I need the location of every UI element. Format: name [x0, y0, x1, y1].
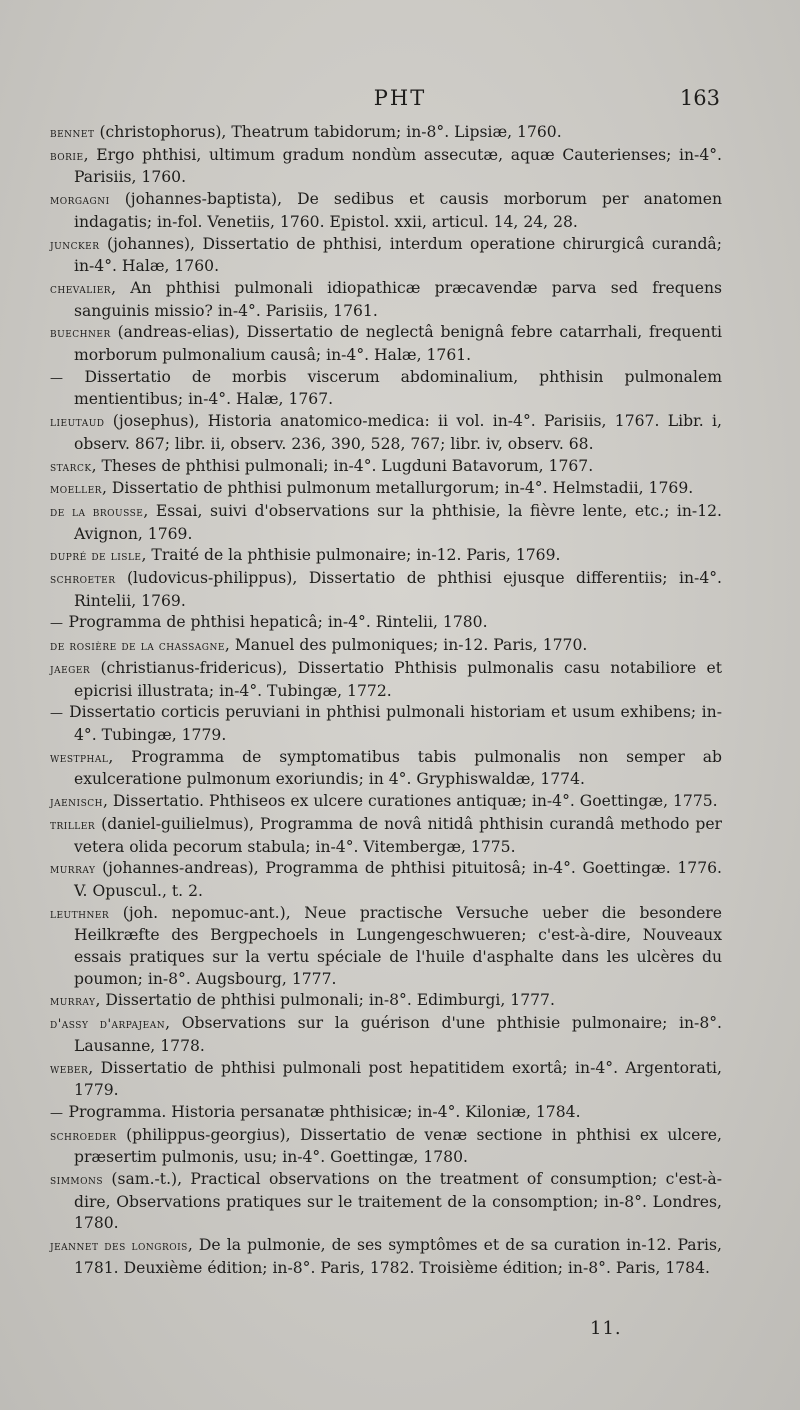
- entry-author: murray: [50, 862, 96, 878]
- bibliography-entry: [50, 322, 722, 366]
- bibliography-entry: [50, 791, 722, 814]
- entry-author: —: [50, 706, 64, 722]
- entry-author: dupré de lisle: [50, 549, 142, 565]
- bibliography-entry: [50, 1125, 722, 1169]
- entry-text: , Traité de la phthisie pulmonaire; in-12. Paris, 1769.: [141, 546, 561, 565]
- entry-text: Programma. Historia persanatæ phthisicæ; in-4°. Kiloniæ, 1784.: [63, 1102, 581, 1121]
- entry-author: weber: [50, 1061, 89, 1077]
- entry-author: —: [50, 1105, 64, 1121]
- page-header: [0, 86, 800, 116]
- running-head: PHT: [373, 86, 427, 110]
- signature-mark: 11.: [590, 1318, 622, 1339]
- entry-author: chevalier: [50, 281, 112, 297]
- entry-text: Programma de phthisi hepaticâ; in-4°. Rintelii, 1780.: [63, 613, 488, 632]
- bibliography-entry: [50, 1013, 722, 1057]
- entry-text: (johannes-baptista), De sedibus et causis morborum per anatomen indagatis; in-fol. Venetiis, 1760. Epistol. xxii, articul. 14, 24, 28.: [74, 190, 722, 231]
- entry-text: , An phthisi pulmonali idiopathicæ præcavendæ parva sed frequens sanguinis missio? in-4°. Parisiis, 1761.: [74, 278, 722, 320]
- entry-text: , Observations sur la guérison d'une phthisie pulmonaire; in-8°. Lausanne, 1778.: [74, 1014, 722, 1055]
- bibliography-entry: [50, 1102, 722, 1125]
- entry-author: bennet: [50, 126, 95, 141]
- entry-text: , Dissertatio. Phthiseos ex ulcere curationes antiquæ; in-4°. Goettingæ, 1775.: [103, 792, 718, 811]
- bibliography-entry: [50, 858, 722, 902]
- entry-author: jaenisch: [50, 795, 104, 811]
- entry-author: —: [50, 370, 64, 386]
- entry-text: , Programma de symptomatibus tabis pulmonalis non semper ab exulceratione pulmonum exoriundis; in 4°. Gryphiswaldæ, 1774.: [74, 747, 722, 789]
- entry-author: d'assy d'arpajean: [50, 1017, 166, 1033]
- bibliography-entry: [50, 234, 722, 278]
- bibliography-entry: [50, 612, 722, 635]
- bibliography-entry: [50, 478, 722, 501]
- entry-author: leuthner: [50, 906, 110, 922]
- entry-text: , Dissertatio de phthisi pulmonali post hepatitidem exortâ; in-4°. Argentorati, 1779.: [74, 1058, 722, 1100]
- entry-text: Dissertatio corticis peruviani in phthisi pulmonali historiam et usum exhibens; in-4°. Tubingæ, 1779.: [63, 703, 722, 744]
- entry-author: simmons: [50, 1173, 104, 1189]
- entry-text: , Dissertatio de phthisi pulmonali; in-8°. Edimburgi, 1777.: [95, 991, 555, 1010]
- entry-author: de la brousse: [50, 504, 144, 520]
- entry-text: (daniel-guilielmus), Programma de novâ nitidâ phthisin curandâ methodo per vetera olida pecorum stabula; in-4°. Vitembergæ, 1775.: [74, 814, 722, 856]
- entry-text: , De la pulmonie, de ses symptômes et de sa curation in-12. Paris, 1781. Deuxième édition; in-8°. Paris, 1782. Troisième édition; in-8°. Paris, 1784.: [74, 1236, 723, 1277]
- bibliography-entry: [50, 545, 722, 568]
- entry-author: murray: [50, 994, 96, 1010]
- entry-author: westphal: [50, 750, 109, 766]
- entry-text: , Dissertatio de phthisi pulmonum metallurgorum; in-4°. Helmstadii, 1769.: [101, 479, 694, 498]
- entry-author: juncker: [50, 237, 100, 253]
- bibliography-entry: [50, 501, 722, 545]
- bibliography-entry: [50, 411, 722, 455]
- bibliography-entry: [50, 278, 722, 322]
- entry-text: (philippus-georgius), Dissertatio de venæ sectione in phthisi ex ulcere, præsertim pulmonis, usu; in-4°. Goettingæ, 1780.: [74, 1125, 722, 1167]
- bibliography-entry: [50, 747, 722, 791]
- entry-text: (josephus), Historia anatomico-medica: ii vol. in-4°. Parisiis, 1767. Libr. i, observ. 867; libr. ii, observ. 236, 390, 528, 767; libr. iv, observ. 68.: [74, 412, 722, 453]
- bibliography-entry: [50, 145, 722, 189]
- entry-author: triller: [50, 817, 96, 833]
- bibliography-list: [50, 122, 722, 1280]
- entry-author: jaeger: [50, 661, 91, 677]
- entry-author: moeller: [50, 482, 102, 498]
- entry-author: schroeder: [50, 1128, 117, 1144]
- entry-text: (johannes-andreas), Programma de phthisi pituitosâ; in-4°. Goettingæ. 1776. V. Opuscul., t. 2.: [74, 859, 722, 900]
- entry-text: (christophorus), Theatrum tabidorum; in-8°. Lipsiæ, 1760.: [94, 123, 562, 141]
- entry-text: , Theses de phthisi pulmonali; in-4°. Lugduni Batavorum, 1767.: [91, 456, 594, 475]
- bibliography-entry: [50, 658, 722, 702]
- entry-text: (johannes), Dissertatio de phthisi, interdum operatione chirurgicâ curandâ; in-4°. Halæ, 1760.: [74, 234, 722, 276]
- bibliography-entry: [50, 367, 722, 411]
- entry-text: (christianus-fridericus), Dissertatio Phthisis pulmonalis casu notabiliore et epicrisi illustrata; in-4°. Tubingæ, 1772.: [74, 658, 722, 700]
- entry-text: Dissertatio de morbis viscerum abdominalium, phthisin pulmonalem mentientibus; in-4°. Halæ, 1767.: [63, 367, 722, 409]
- entry-text: , Ergo phthisi, ultimum gradum nondùm assecutæ, aquæ Cauterienses; in-4°. Parisiis, 1760.: [74, 145, 722, 187]
- bibliography-entry: [50, 1169, 722, 1235]
- entry-author: de rosière de la chassagne: [50, 639, 225, 655]
- entry-author: buechner: [50, 326, 111, 342]
- entry-author: —: [50, 616, 64, 632]
- entry-author: borie: [50, 148, 84, 164]
- bibliography-entry: [50, 702, 722, 746]
- entry-author: starck: [50, 459, 92, 475]
- bibliography-entry: [50, 189, 722, 233]
- entry-text: (joh. nepomuc-ant.), Neue practische Versuche ueber die besondere Heilkræfte des Bergpechoels in Lungengeschwueren; c'est-à-dire, Nouveaux essais pratiques sur la vertu spéciale de l'huile d'asphalte dans les ulcères du poumon; in-8°. Augsbourg, 1777.: [74, 903, 722, 988]
- bibliography-entry: [50, 903, 722, 991]
- entry-author: jeannet des longrois: [50, 1239, 188, 1255]
- page-number: 163: [679, 86, 720, 110]
- bibliography-entry: [50, 1235, 722, 1279]
- bibliography-entry: [50, 990, 722, 1013]
- bibliography-entry: [50, 568, 722, 612]
- entry-author: lieutaud: [50, 415, 105, 431]
- bibliography-entry: [50, 1058, 722, 1102]
- bibliography-entry: [50, 122, 722, 145]
- bibliography-entry: [50, 814, 722, 858]
- bibliography-entry: [50, 635, 722, 658]
- bibliography-entry: [50, 456, 722, 479]
- entry-text: , Manuel des pulmoniques; in-12. Paris, 1770.: [224, 636, 588, 655]
- entry-text: (ludovicus-philippus), Dissertatio de phthisi ejusque differentiis; in-4°. Rintelii, 1769.: [74, 569, 722, 610]
- entry-author: morgagni: [50, 193, 110, 209]
- entry-text: , Essai, suivi d'observations sur la phthisie, la fièvre lente, etc.; in-12. Avignon, 1769.: [74, 501, 722, 543]
- entry-author: schroeter: [50, 572, 116, 588]
- entry-text: (sam.-t.), Practical observations on the treatment of consumption; c'est-à-dire, Observations pratiques sur le traitement de la consomption; in-8°. Londres, 1780.: [74, 1170, 722, 1233]
- entry-text: (andreas-elias), Dissertatio de neglectâ benignâ febre catarrhali, frequenti morborum pulmonalium causâ; in-4°. Halæ, 1761.: [74, 323, 722, 365]
